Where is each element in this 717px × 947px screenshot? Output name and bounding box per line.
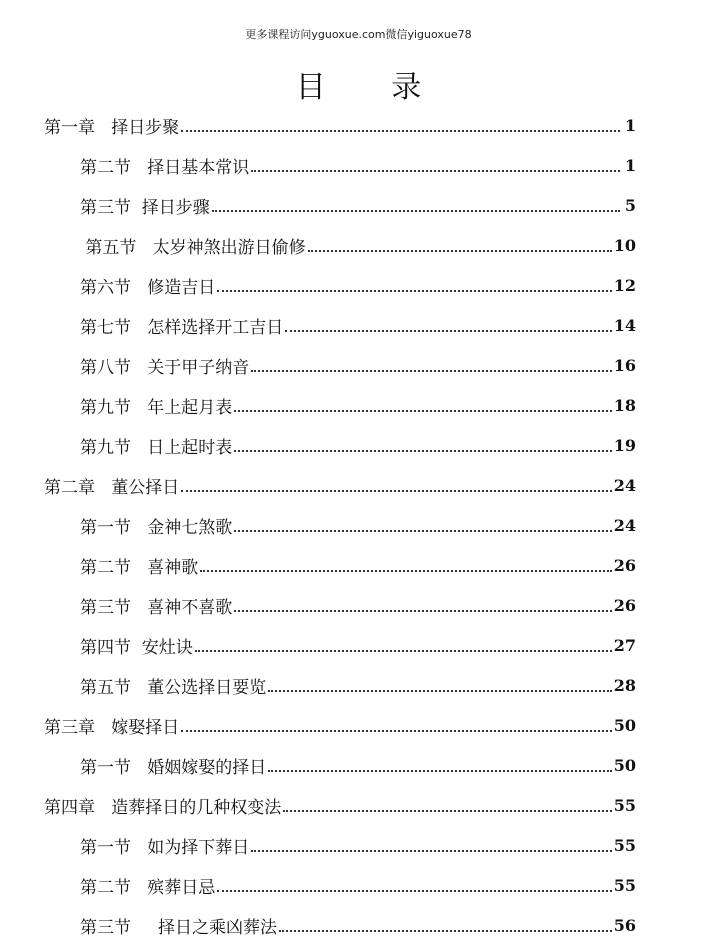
toc-entry-label: 第三章 嫁娶择日 — [44, 717, 180, 738]
toc-entry-label: 第三节 择日之乘凶葬法 — [80, 917, 278, 938]
toc-entry[interactable] — [44, 465, 636, 505]
toc-entry-label: 第二节 喜神歌 — [80, 557, 199, 578]
dot-leader — [195, 650, 612, 652]
toc-entry-label: 第一节 婚姻嫁娶的择日 — [80, 757, 267, 778]
toc-entry-page: 10 — [613, 235, 636, 255]
dot-leader — [308, 250, 612, 252]
toc-entry[interactable] — [80, 145, 636, 185]
toc-entry-page: 14 — [613, 315, 636, 335]
toc-entry-page: 50 — [613, 715, 636, 735]
toc-entry-page: 50 — [613, 755, 636, 775]
dot-leader — [234, 410, 612, 412]
toc-entry-label: 第二章 董公择日 — [44, 477, 180, 498]
dot-leader — [181, 490, 612, 492]
toc-entry-page: 12 — [613, 275, 636, 295]
dot-leader — [285, 330, 612, 332]
toc-entry[interactable] — [80, 225, 636, 265]
toc-entry-label: 第四章 造葬择日的几种权变法 — [44, 797, 282, 818]
toc-entry[interactable] — [80, 905, 636, 945]
toc-entry-page: 28 — [613, 675, 636, 695]
dot-leader — [217, 290, 612, 292]
dot-leader — [234, 610, 612, 612]
toc-entry-label: 第六节 修造吉日 — [80, 277, 216, 298]
dot-leader — [251, 170, 620, 172]
toc-entry-page: 1 — [624, 115, 636, 135]
toc-entry-label: 第九节 年上起月表 — [80, 397, 233, 418]
toc-entry-page: 5 — [624, 195, 636, 215]
toc-entry[interactable] — [80, 625, 636, 665]
toc-entry-page: 56 — [613, 915, 636, 935]
dot-leader — [283, 810, 612, 812]
dot-leader — [181, 130, 620, 132]
toc-entry[interactable] — [80, 425, 636, 465]
toc-entry-label: 第三节 喜神不喜歌 — [80, 597, 233, 618]
toc-entry[interactable] — [80, 385, 636, 425]
dot-leader — [200, 570, 612, 572]
toc-entry[interactable] — [80, 585, 636, 625]
toc-entry-page: 16 — [613, 355, 636, 375]
dot-leader — [181, 730, 612, 732]
toc-entry-label: 第一节 金神七煞歌 — [80, 517, 233, 538]
toc-entry-label: 第一章 择日步聚 — [44, 117, 180, 138]
toc-entry-page: 55 — [613, 875, 636, 895]
toc-entry-label: 第二节 择日基本常识 — [80, 157, 250, 178]
toc-entry-label: 第一节 如为择下葬日 — [80, 837, 250, 858]
toc-entry-label: 第五节 太岁神煞出游日偷修 — [80, 237, 306, 258]
toc-entry[interactable] — [80, 665, 636, 705]
toc-entry-page: 24 — [613, 475, 636, 495]
toc-entry[interactable] — [80, 745, 636, 785]
toc-entry[interactable] — [80, 825, 636, 865]
dot-leader — [251, 850, 612, 852]
toc-entry-label: 第八节 关于甲子纳音 — [80, 357, 250, 378]
toc-entry[interactable] — [44, 705, 636, 745]
toc-entry[interactable] — [80, 265, 636, 305]
toc-entry-page: 26 — [613, 555, 636, 575]
toc-entry-page: 55 — [613, 835, 636, 855]
dot-leader — [212, 210, 620, 212]
dot-leader — [251, 370, 612, 372]
dot-leader — [268, 770, 612, 772]
toc-entry-page: 18 — [613, 395, 636, 415]
toc-entry-label: 第三节 择日步骤 — [80, 197, 210, 218]
toc-entry[interactable] — [44, 105, 636, 145]
dot-leader — [234, 530, 612, 532]
dot-leader — [279, 930, 612, 932]
toc-entry-page: 55 — [613, 795, 636, 815]
toc-entry[interactable] — [80, 505, 636, 545]
page-title: 目 录 — [295, 70, 450, 105]
page-header: 更多课程访问yguoxue.com微信yiguoxue78 — [245, 28, 472, 41]
toc-entry[interactable] — [80, 865, 636, 905]
toc-entry[interactable] — [80, 345, 636, 385]
toc-entry-label: 第七节 怎样选择开工吉日 — [80, 317, 284, 338]
toc-entry-page: 19 — [613, 435, 636, 455]
dot-leader — [234, 450, 612, 452]
dot-leader — [268, 690, 612, 692]
toc-entry-label: 第五节 董公选择日要览 — [80, 677, 267, 698]
toc-entry[interactable] — [80, 545, 636, 585]
dot-leader — [217, 890, 612, 892]
toc-entry[interactable] — [44, 785, 636, 825]
toc-entry-page: 26 — [613, 595, 636, 615]
toc-entry[interactable] — [80, 305, 636, 345]
toc-entry-page: 24 — [613, 515, 636, 535]
toc-entry-label: 第九节 日上起时表 — [80, 437, 233, 458]
toc-entry-page: 27 — [613, 635, 636, 655]
toc-entry-label: 第二节 殡葬日忌 — [80, 877, 216, 898]
toc-entry-page: 1 — [624, 155, 636, 175]
toc-entry[interactable] — [80, 185, 636, 225]
toc-entry-label: 第四节 安灶诀 — [80, 637, 193, 658]
